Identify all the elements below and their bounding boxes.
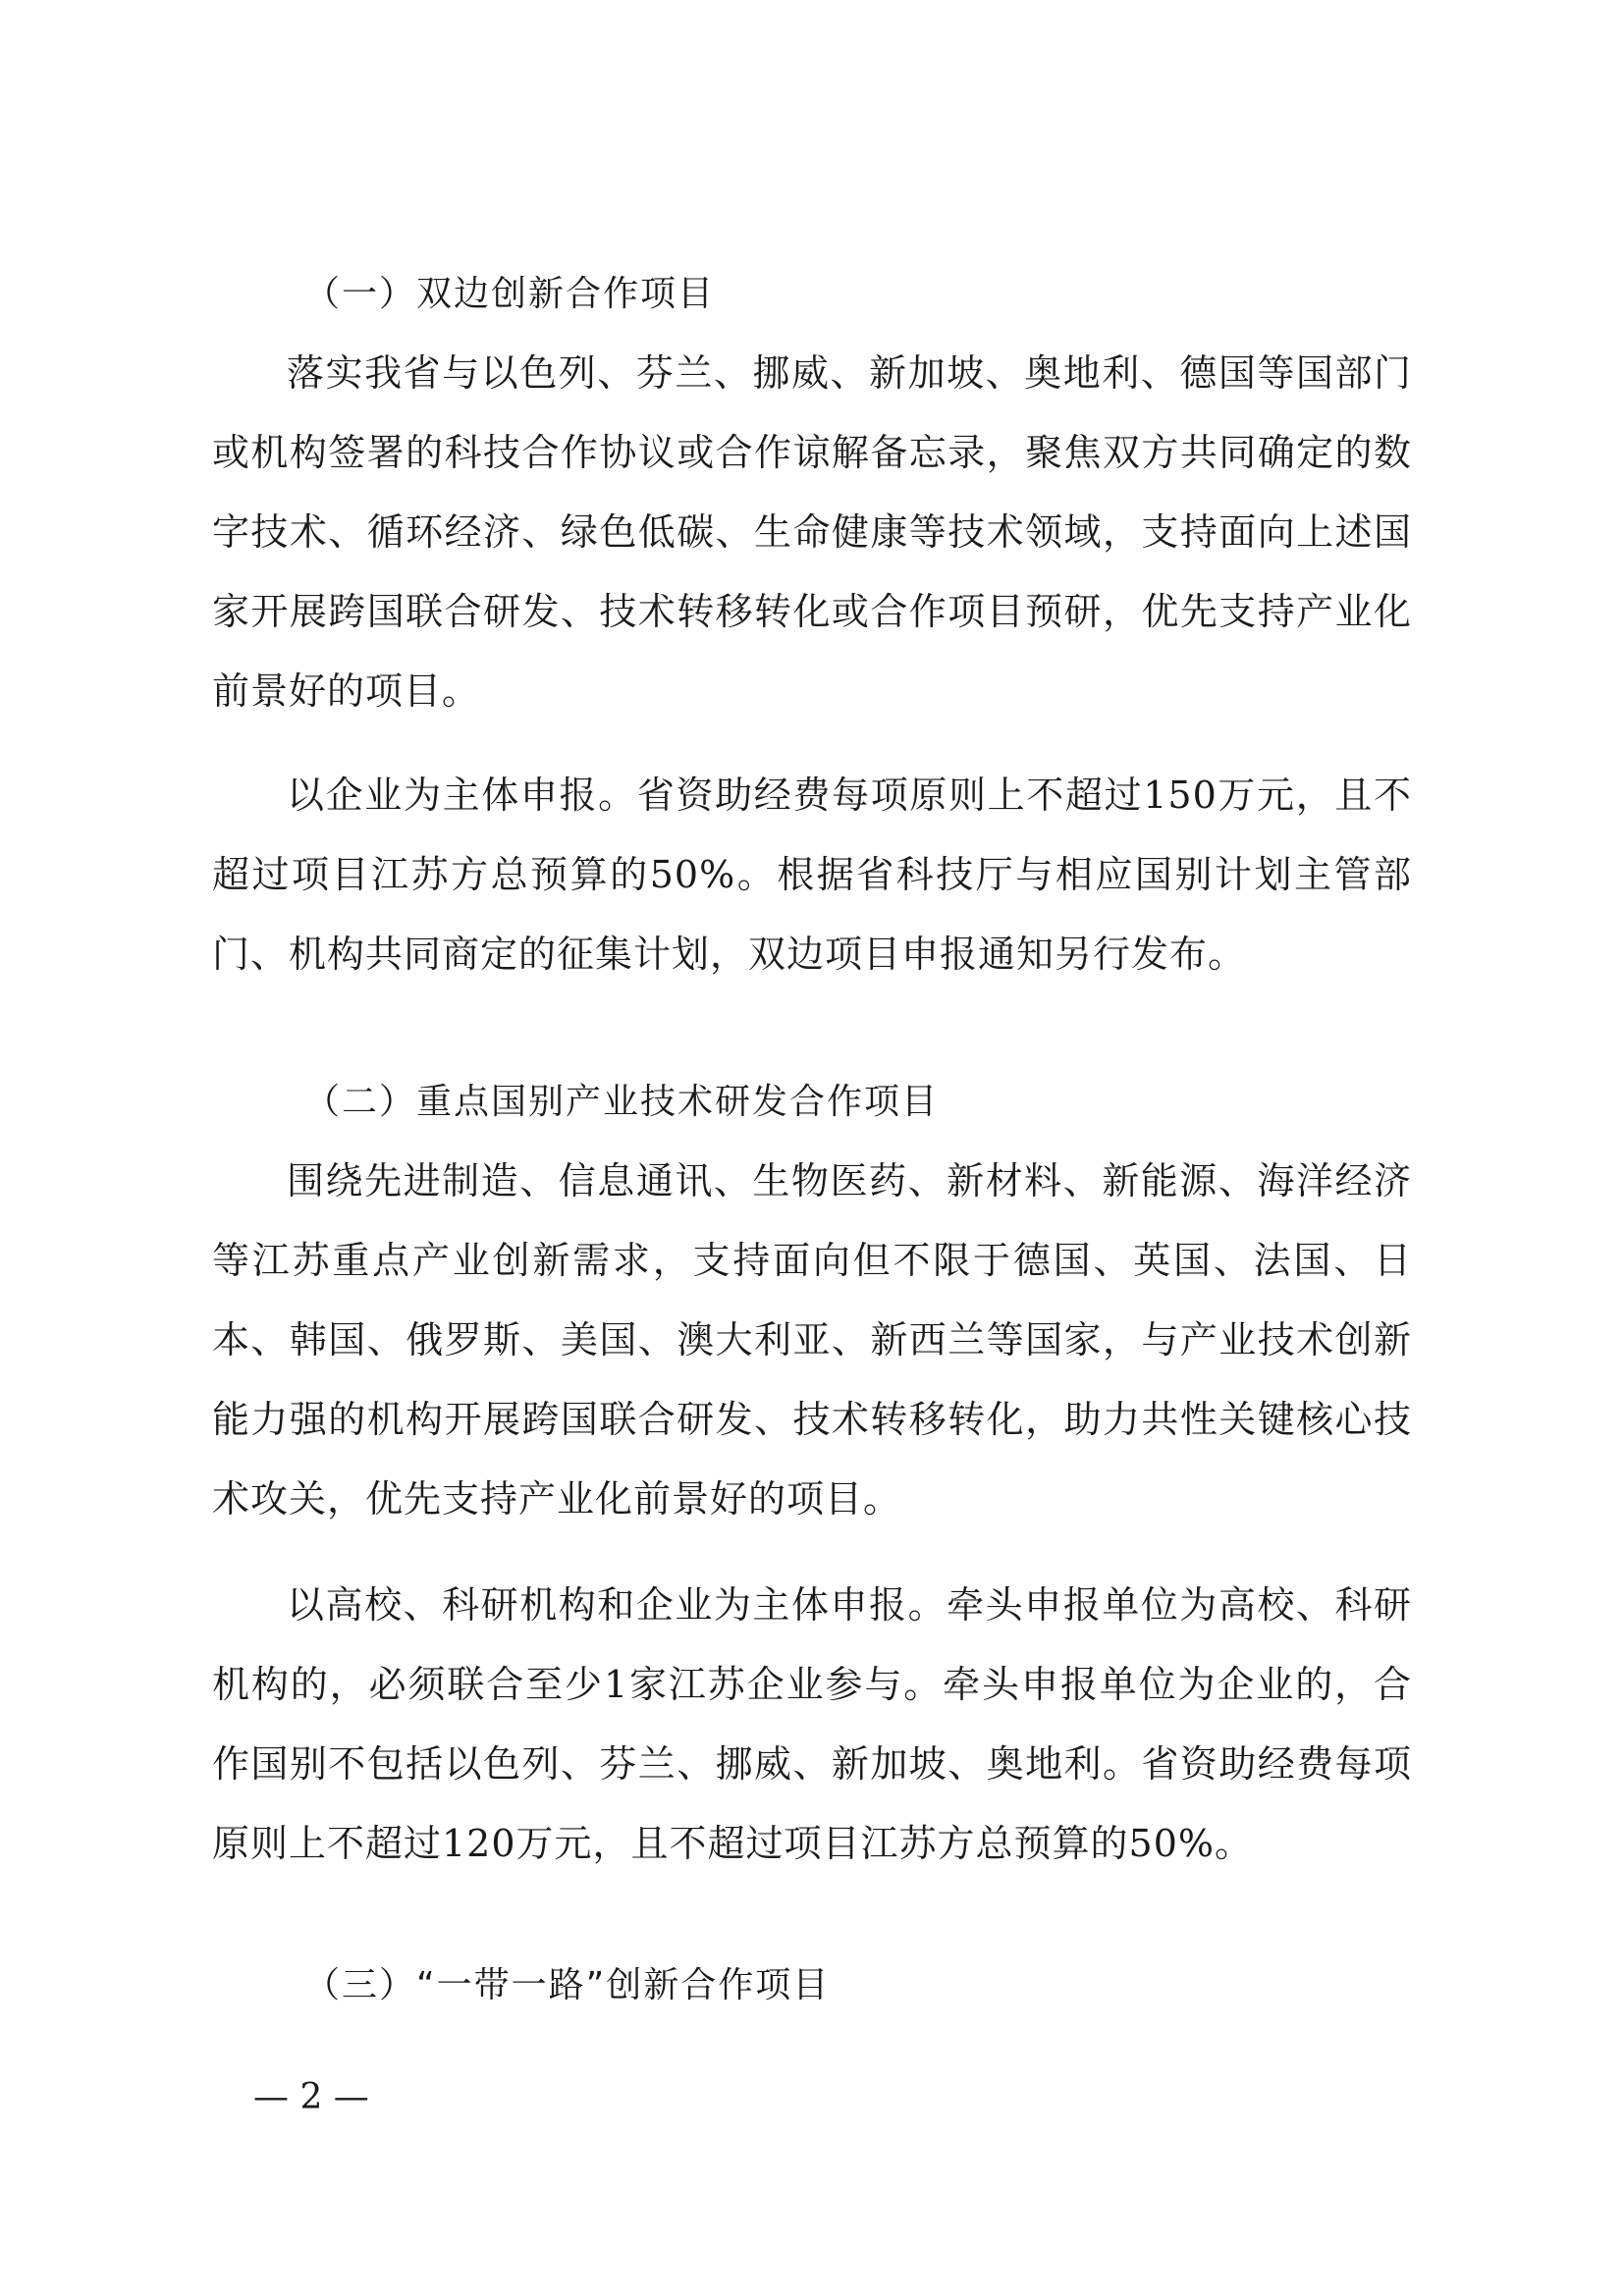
paragraph xyxy=(212,1142,1412,1539)
section-heading-key-countries: （二）重点国别产业技术研发合作项目 xyxy=(304,1082,940,1122)
paragraph xyxy=(212,756,1412,994)
paragraph-text: 围绕先进制造、信息通讯、生物医药、新材料、新能源、海洋经济等江苏重点产业创新需求，支持面向但不限于德国、英国、法国、日本、韩国、俄罗斯、美国、澳大利亚、新西兰等国家，与产业技术创新能力强的机构开展跨国联合研发、技术转移转化，助力共性关键核心技术攻关，优先支持产业化前景好的项目。 xyxy=(212,1159,1412,1521)
section-heading-bilateral: （一）双边创新合作项目 xyxy=(304,274,716,314)
paragraph-text: 以企业为主体申报。省资助经费每项原则上不超过150万元，且不超过项目江苏方总预算的50%。根据省科技厅与相应国别计划主管部门、机构共同商定的征集计划，双边项目申报通知另行发布。 xyxy=(212,774,1412,976)
paragraph xyxy=(212,334,1412,731)
page-number: — 2 — xyxy=(253,2077,369,2117)
section-heading-belt-and-road: （三）“一带一路”创新合作项目 xyxy=(304,1965,831,2005)
paragraph-text: 以高校、科研机构和企业为主体申报。牵头申报单位为高校、科研机构的，必须联合至少1家江苏企业参与。牵头申报单位为企业的，合作国别不包括以色列、芬兰、挪威、新加坡、奥地利。省资助经费每项原则上不超过120万元，且不超过项目江苏方总预算的50%。 xyxy=(212,1583,1412,1865)
paragraph xyxy=(212,1566,1412,1884)
paragraph-text: 落实我省与以色列、芬兰、挪威、新加坡、奥地利、德国等国部门或机构签署的科技合作协议或合作谅解备忘录，聚焦双方共同确定的数字技术、循环经济、绿色低碳、生命健康等技术领域，支持面向上述国家开展跨国联合研发、技术转移转化或合作项目预研，优先支持产业化前景好的项目。 xyxy=(212,351,1412,713)
